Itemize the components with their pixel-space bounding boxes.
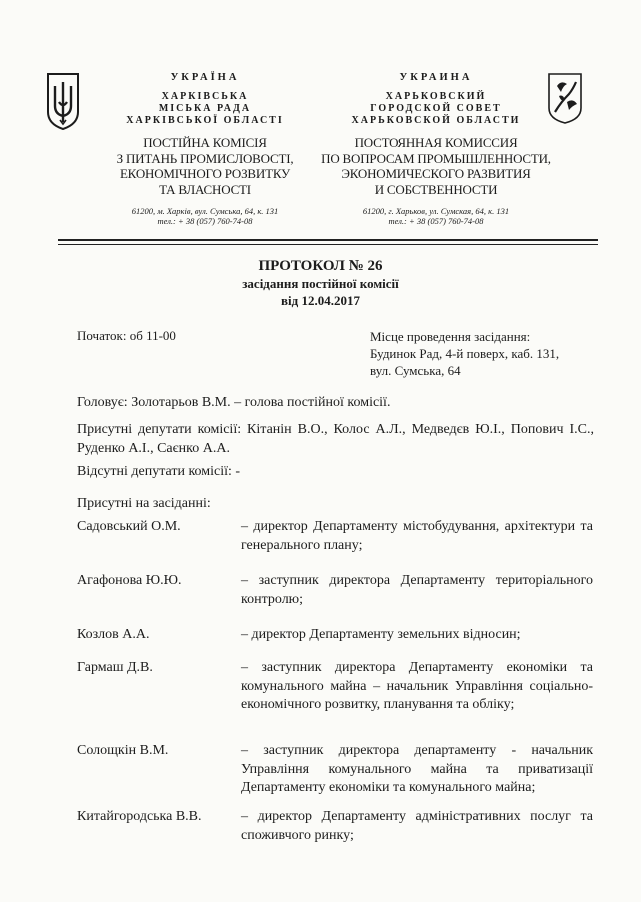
meeting-venue: Місце проведення засідання: Будинок Рад, 4-й поверх, каб. 131, вул. Сумська, 64 — [370, 329, 560, 378]
protocol-number: ПРОТОКОЛ № 26 — [258, 258, 383, 274]
attendee-name: Садовський О.М. — [77, 519, 181, 534]
attendee-role: – директор Департаменту адміністративних послуг та споживчого ринку; — [241, 809, 593, 843]
council-name: ХАРЬКОВСКИЙ ГОРОДСКОЙ СОВЕТ ХАРЬКОВСКОЙ ОБЛАСТИ — [351, 91, 521, 126]
attendee-name: Гармаш Д.В. — [77, 660, 153, 675]
phone: тел.: + 38 (057) 760-74-08 — [388, 216, 484, 226]
attendees-label: Присутні на засіданні: — [77, 496, 211, 511]
attendee-role: – заступник директора Департаменту територіального контролю; — [241, 573, 593, 607]
address: 61200, г. Харьков, ул. Сумская, 64, к. 131 — [362, 206, 510, 216]
header-divider-thin — [58, 244, 598, 245]
protocol-date: від 12.04.2017 — [281, 293, 360, 308]
trident-emblem-icon — [46, 72, 80, 130]
chairman-line: Головує: Золотарьов В.М. – голова постійної комісії. — [77, 395, 391, 410]
attendee-role: – директор Департаменту містобудування, архітектури та генерального плану; — [241, 519, 593, 553]
address: 61200, м. Харків, вул. Сумська, 64, к. 131 — [131, 206, 279, 216]
protocol-title — [0, 258, 641, 309]
header-divider — [58, 239, 598, 241]
attendee-name: Солощкін В.М. — [77, 743, 169, 758]
attendee-name: Китайгородська В.В. — [77, 809, 202, 824]
country-name: УКРАЇНА — [170, 72, 240, 83]
phone: тел.: + 38 (057) 760-74-08 — [157, 216, 253, 226]
attendee-name: Козлов А.А. — [77, 627, 150, 642]
commission-name: ПОСТІЙНА КОМІСІЯ З ПИТАНЬ ПРОМИСЛОВОСТІ, ЕКОНОМІЧНОГО РОЗВИТКУ ТА ВЛАСНОСТІ — [116, 135, 294, 197]
commission-name: ПОСТОЯННАЯ КОМИССИЯ ПО ВОПРОСАМ ПРОМЫШЛЕННОСТИ, ЭКОНОМИЧЕСКОГО РАЗВИТИЯ И СОБСТВЕННОСТИ — [321, 135, 551, 197]
attendee-role: – директор Департаменту земельних відносин; — [241, 627, 521, 642]
country-name: УКРАИНА — [399, 72, 473, 83]
attendee-name: Агафонова Ю.Ю. — [77, 573, 182, 588]
header-russian — [315, 72, 557, 226]
attendee-role: – заступник директора Департаменту економіки та комунального майна – начальник Управління соціально-економічного розвитку, планування та обліку; — [241, 660, 593, 712]
header-ukrainian — [95, 72, 315, 226]
start-time: Початок: об 11-00 — [77, 328, 176, 343]
protocol-subtitle: засідання постійної комісії — [242, 276, 399, 291]
council-name: ХАРКІВСЬКА МІСЬКА РАДА ХАРКІВСЬКОЇ ОБЛАСТІ — [126, 91, 284, 126]
present-deputies: Присутні депутати комісії: Кітанін В.О., Колос А.Л., Медведєв Ю.І., Попович І.С., Руденко А.І., Саєнко А.А. — [77, 422, 594, 456]
attendee-role: – заступник директора департаменту - начальник Управління комунального майна та приватизації Департаменту економіки та комунального майна; — [241, 743, 593, 795]
absent-deputies: Відсутні депутати комісії: - — [77, 464, 241, 479]
